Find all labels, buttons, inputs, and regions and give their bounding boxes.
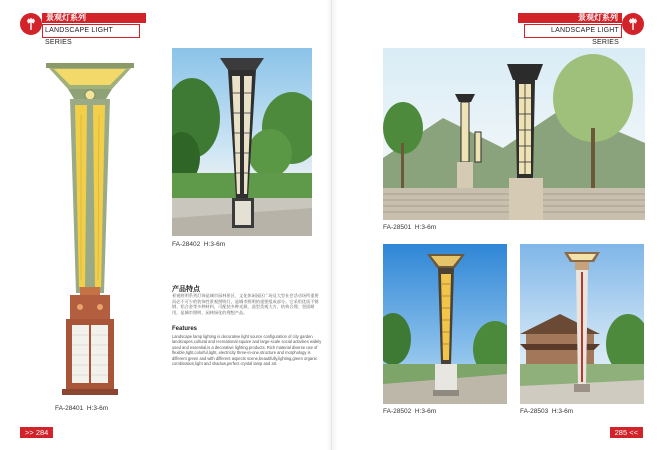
product-photo-fa-28502 [383, 244, 507, 404]
features-body-en: Landscape lamp lighting is decorative light source configuration of city garden landscapes,cultural and recreational square and large-scale social activities widely used and essential,is a decorative lighting products. Rich material diverse use of flexible,light,colorful,light, electricity three-in-one,structure and morphology is different green and with different aspects scene,beautifully,lighting,green organic combination,light and shadow,perfect crystal lamp and art. [172, 334, 322, 367]
product-photo-fa-28503 [520, 244, 644, 404]
caption-fa-28401: FA-28401 H:3-6m [55, 405, 109, 412]
gutter-shadow [326, 0, 338, 450]
features-title-cn: 产品特点 [172, 286, 200, 293]
caption-fa-28402: FA-28402 H:3-6m [172, 241, 226, 248]
header-right [524, 13, 644, 46]
series-title-cn: 景观灯系列 [518, 13, 622, 23]
caption-fa-28501: FA-28501 H:3-6m [383, 224, 437, 231]
page-number-right: 285 << [610, 427, 643, 438]
series-title-cn: 景观灯系列 [42, 13, 146, 23]
brand-logo-icon [622, 13, 644, 35]
page-gutter [331, 0, 332, 450]
features-body-cn: 景观照明系列灯饰是城市园林景区、文化休闲园区广场及大型社会活动场所重要而必不可少的装饰性景观照明灯，是城市照明的重要组成部分。它采用优质不锈钢、铝合金等多种材料，可配装多种光源，造型美观大方、结构合理、坚固耐用，是城市照明、园林绿化的理想产品。 [172, 293, 319, 315]
product-image-fa-28401 [40, 55, 140, 400]
series-title-en: LANDSCAPE LIGHT SERIES [42, 24, 140, 38]
header-left [20, 13, 140, 46]
series-title-en: LANDSCAPE LIGHT SERIES [524, 24, 622, 38]
features-title-en: Features [172, 326, 198, 332]
caption-fa-28502: FA-28502 H:3-6m [383, 408, 437, 415]
page-number-left: >> 284 [20, 427, 53, 438]
product-photo-fa-28501 [383, 48, 645, 220]
product-photo-fa-28402 [172, 48, 312, 236]
brand-logo-icon [20, 13, 42, 35]
caption-fa-28503: FA-28503 H:3-6m [520, 408, 574, 415]
